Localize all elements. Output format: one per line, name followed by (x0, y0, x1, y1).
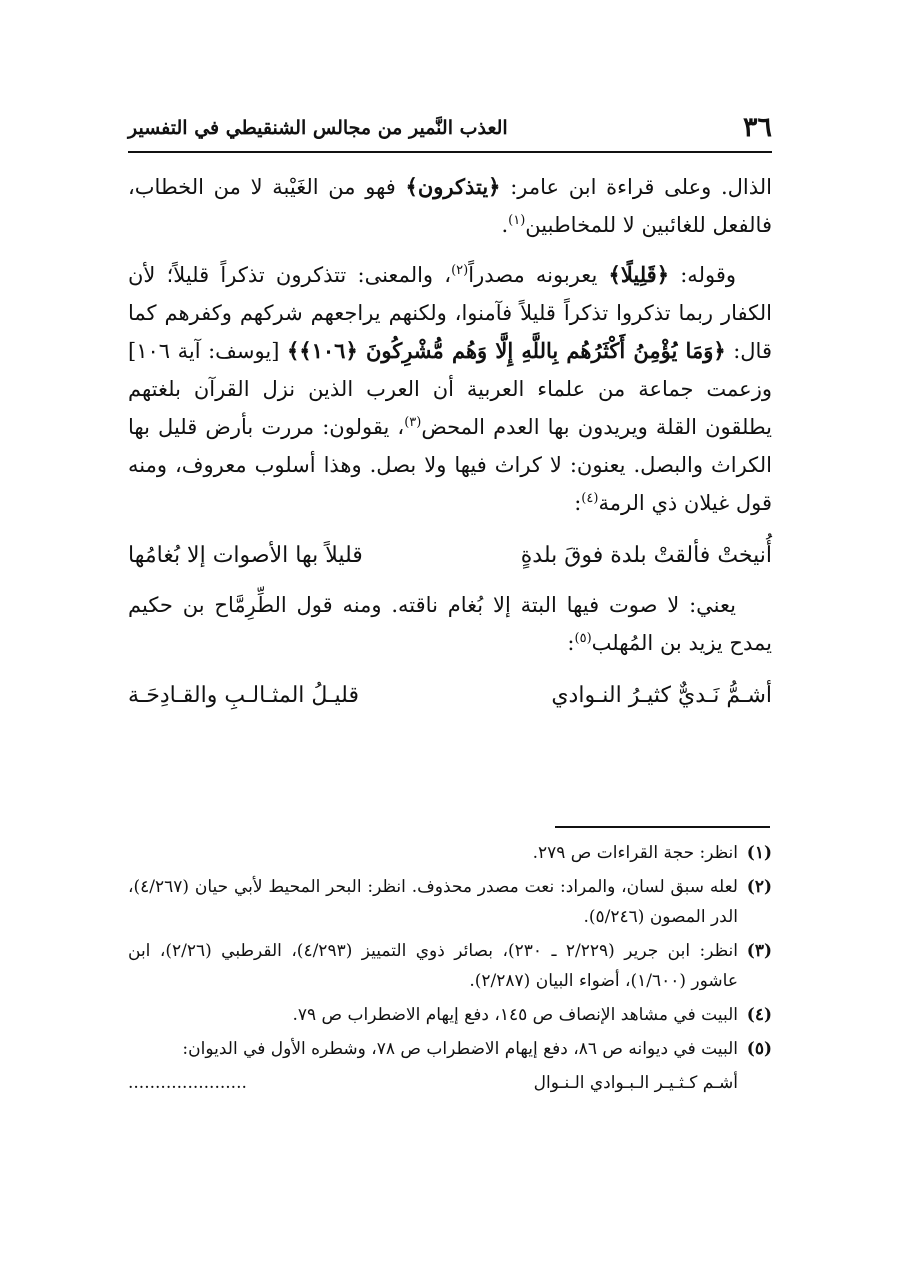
paragraph-1-text-a: الذال. وعلى قراءة ابن عامر: (500, 175, 773, 199)
page-number: ٣٦ (742, 112, 772, 143)
footnote-text: البيت في مشاهد الإنصاف ص ١٤٥، دفع إيهام الاضطراب ص ٧٩. (292, 1005, 738, 1025)
paragraph-2 (128, 256, 772, 522)
footnote-verse (128, 1068, 772, 1098)
paragraph-2-text-f: : (574, 491, 582, 515)
paragraph-2-text-e: ، يقولون: مررت بأرض قليل بها الكراث والبصل. يعنون: لا كراث فيها ولا بصل. وهذا أسلوب معروف، ومنه قول غيلان ذي الرمة (128, 415, 772, 515)
paragraph-1-text-b: فهو من الغَيْبة لا من الخطاب، فالفعل للغائبين لا للمخاطبين (128, 175, 772, 237)
footnote-number: (٣) (746, 941, 772, 961)
footnote-number: (٤) (746, 1005, 772, 1025)
footnote-text: انظر: حجة القراءات ص ٢٧٩. (532, 843, 738, 863)
footnote-number: (٥) (746, 1039, 772, 1059)
footnote (128, 1034, 772, 1064)
footnote-number: (١) (746, 843, 772, 863)
footnote-ref-1: (١) (508, 213, 526, 228)
paragraph-3-text-b: : (567, 631, 575, 655)
footnote (128, 838, 772, 868)
verse-first-hemistich: أُنيختْ فألقتْ بلدة فوقَ بلدةٍ (520, 543, 772, 568)
quran-quote: ﴿يتذكرون﴾ (405, 174, 501, 199)
footnote-ref-5: (٥) (574, 631, 592, 646)
footnote (128, 872, 772, 932)
verse-second-hemistich: قليلاً بها الأصوات إلا بُغامُها (128, 543, 363, 568)
footnote-rule (555, 826, 770, 828)
paragraph-2-text-a: وقوله: (669, 263, 736, 287)
paragraph-2-text-b: يعربونه مصدراً (468, 263, 609, 287)
poetry-verse-2 (128, 676, 772, 716)
header-rule (128, 151, 772, 153)
paragraph-1-text-c: . (501, 213, 509, 237)
footnote-number: (٢) (746, 877, 772, 897)
poetry-verse-1 (128, 536, 772, 576)
footnote-ref-4: (٤) (581, 491, 599, 506)
footnote-text: انظر: ابن جرير (٢/٢٢٩ ـ ٢٣٠)، بصائر ذوي التمييز (٤/٢٩٣)، القرطبي (٢/٢٦)، ابن عاشور (١/٦٠٠)، أضواء البيان (٢/٢٨٧). (128, 941, 739, 991)
footnote-text: لعله سبق لسان، والمراد: نعت مصدر محذوف. انظر: البحر المحيط لأبي حيان (٤/٢٦٧)، الدر المصون (٥/٢٤٦). (128, 877, 738, 927)
quran-verse: ﴿وَمَا يُؤْمِنُ أَكْثَرُهُم بِاللَّهِ إِلَّا وَهُم مُّشْرِكُونَ ﴿١٠٦﴾﴾ (286, 338, 726, 363)
footnote-text: البيت في ديوانه ص ٨٦، دفع إيهام الاضطراب ص ٧٨، وشطره الأول في الديوان: (182, 1039, 738, 1059)
paragraph-2-text-d: [يوسف: آية ١٠٦] وزعمت جماعة من علماء العربية أن العرب الذين نزل القرآن بلغتهم يطلقون القلة ويريدون بها العدم المحض (128, 339, 772, 439)
paragraph-3-text-a: يعني: لا صوت فيها البتة إلا بُغام ناقته. ومنه قول الطِّرِمَّاح بن حكيم يمدح يزيد بن المُهلب (128, 593, 772, 655)
main-text (128, 168, 772, 726)
paragraph-1 (128, 168, 772, 244)
footnote-ref-3: (٣) (404, 415, 422, 430)
paragraph-2-text-c: ، والمعنى: تتذكرون تذكراً قليلاً؛ لأن الكفار ربما تذكروا تذكراً قليلاً فآمنوا، ولكنهم يراجعهم شركهم وكفرهم كما قال: (128, 263, 772, 363)
footnote (128, 1000, 772, 1030)
footnote-verse-second: ...................... (128, 1073, 247, 1093)
running-title: العذب النَّمير من مجالس الشنقيطي في التفسير (128, 117, 508, 139)
footnote (128, 936, 772, 996)
footnote-verse-first: أشـم كـثـيـر الـبـوادي الـنـوال (533, 1073, 738, 1093)
page-header (128, 108, 772, 148)
verse-second-hemistich: قليـلُ المثـالـبِ والقـادِحَـة (128, 683, 359, 708)
quran-quote: ﴿قَلِيلًا﴾ (608, 262, 669, 287)
footnotes (128, 838, 772, 1098)
paragraph-3 (128, 586, 772, 662)
footnote-ref-2: (٢) (451, 263, 469, 278)
verse-first-hemistich: أشـمُّ نَـديٌّ كثيـرُ النـوادي (551, 683, 772, 708)
